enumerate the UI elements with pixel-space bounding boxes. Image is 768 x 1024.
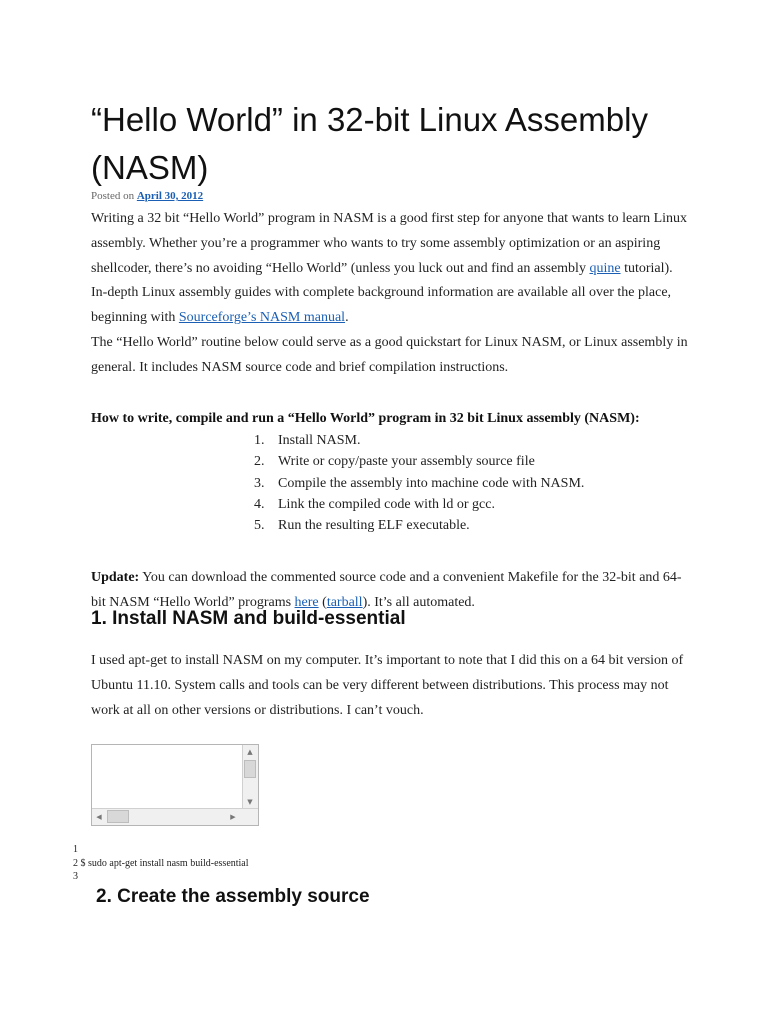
code-box[interactable] [91, 744, 259, 826]
arrow-up-icon[interactable]: ▲ [247, 748, 253, 756]
list-item [254, 451, 584, 472]
code-line [73, 870, 249, 884]
list-item [254, 494, 584, 515]
code-line [73, 843, 249, 857]
line-number: 3 [73, 871, 78, 882]
update-label: Update: [91, 570, 140, 585]
list-item [254, 473, 584, 494]
step-text: Run the resulting ELF executable. [278, 518, 470, 534]
step-number: 1. [254, 433, 265, 448]
update-text-a: You can download the commented source code and a convenient Makefile for the 32-bit and 64-bit NASM “Hello World” programs [91, 570, 682, 610]
step-text: Compile the assembly into machine code with NASM. [278, 475, 585, 491]
step-number: 2. [254, 454, 265, 470]
step-text: Link the compiled code with ld or gcc. [278, 496, 495, 512]
page-title: “Hello World” in 32-bit Linux Assembly (NASM) [91, 101, 648, 186]
code-line [73, 857, 249, 871]
update-text-c: ). It’s all automated. [362, 594, 475, 610]
intro-text-c: . [345, 310, 349, 326]
post-meta [91, 190, 203, 202]
line-text: $ sudo apt-get install nasm build-essential [78, 857, 249, 869]
nasm-manual-link[interactable]: Sourceforge’s NASM manual [178, 310, 346, 326]
list-item [254, 430, 584, 451]
howto-heading: How to write, compile and run a “Hello World” program in 32 bit Linux assembly (NASM): [91, 411, 640, 426]
step-number: 3. [254, 475, 265, 491]
posted-date-link[interactable]: April 30, 2012 [136, 190, 204, 202]
steps-list [254, 430, 584, 536]
section-2-heading: 2. Create the assembly source [96, 886, 370, 907]
intro-text-a: Writing a 32 bit “Hello World” program in NASM is a good first step for anyone that wants to learn Linux assembly. Whether you’re a programmer who wants to try some assembly optimization or an aspiring shellcoder, there’s no avoiding “Hello World” (unless you luck out and find an assembly [91, 211, 688, 276]
line-number: 2 [73, 857, 78, 869]
quine-link[interactable]: quine [589, 260, 621, 276]
horizontal-scroll-thumb[interactable] [107, 810, 129, 823]
here-link[interactable]: here [294, 594, 319, 610]
intro-paragraph-2: The “Hello World” routine below could serve as a good quickstart for Linux NASM, or Linux assembly in general. It includes NASM source code and brief compilation instructions. [91, 335, 688, 375]
code-lines [73, 843, 249, 884]
arrow-down-icon[interactable]: ▼ [247, 798, 253, 806]
step-number: 5. [254, 518, 265, 534]
vertical-scrollbar[interactable] [242, 745, 258, 809]
step-text: Install NASM. [278, 433, 361, 448]
step-text: Write or copy/paste your assembly source file [278, 454, 535, 470]
line-number: 1 [73, 844, 78, 855]
intro-paragraph-1 [91, 207, 691, 331]
section-1-heading: 1. Install NASM and build-essential [91, 608, 406, 629]
arrow-left-icon[interactable]: ◀ [96, 813, 102, 821]
list-item [254, 515, 584, 536]
arrow-right-icon[interactable]: ▶ [230, 813, 236, 821]
intro-text-b: tutorial). In-depth Linux assembly guides with complete background information are available all over the place, beginning with [91, 260, 673, 326]
section-1-paragraph: I used apt-get to install NASM on my computer. It’s important to note that I did this on a 64 bit version of Ubuntu 11.10. System calls and tools can be very different between distributions. This process may not work at all on other versions or distributions. I can’t vouch. [91, 653, 684, 718]
step-number: 4. [254, 496, 265, 512]
vertical-scroll-thumb[interactable] [244, 760, 256, 778]
posted-prefix: Posted on [91, 190, 137, 202]
tarball-link[interactable]: tarball [326, 594, 363, 610]
horizontal-scrollbar[interactable] [92, 808, 258, 825]
update-text-b: ( [318, 594, 327, 610]
